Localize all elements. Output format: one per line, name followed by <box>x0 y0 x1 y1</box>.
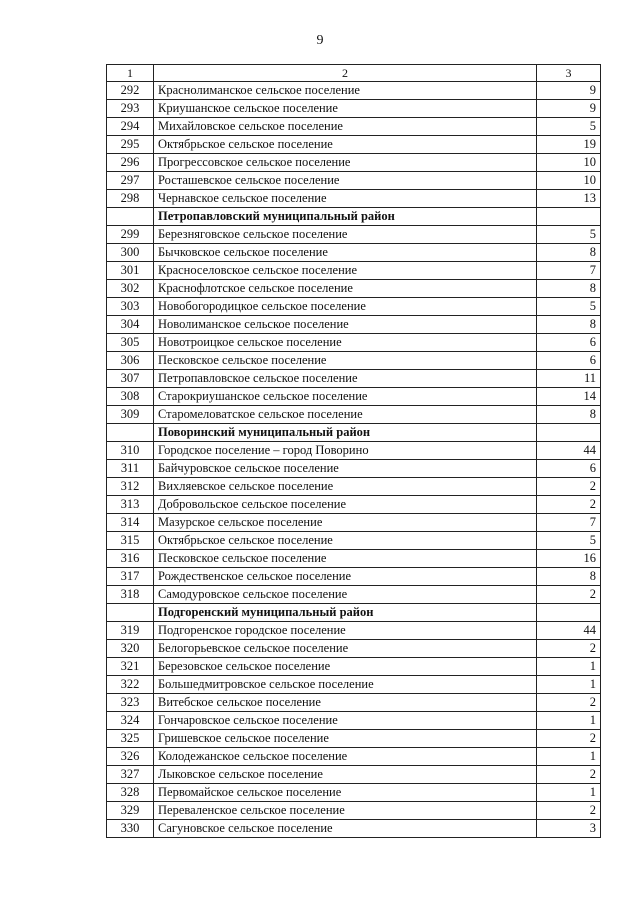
settlement-count: 2 <box>537 496 601 514</box>
row-number: 326 <box>107 748 154 766</box>
settlement-name: Мазурское сельское поселение <box>154 514 537 532</box>
settlement-count: 5 <box>537 298 601 316</box>
page-number: 9 <box>316 33 324 48</box>
row-number: 311 <box>107 460 154 478</box>
settlement-count: 1 <box>537 712 601 730</box>
table-row <box>107 370 601 388</box>
settlement-count: 5 <box>537 532 601 550</box>
column-header-2: 2 <box>154 65 537 82</box>
row-number: 317 <box>107 568 154 586</box>
settlement-count: 5 <box>537 118 601 136</box>
table-row <box>107 442 601 460</box>
row-number: 314 <box>107 514 154 532</box>
row-number: 296 <box>107 154 154 172</box>
settlement-name: Прогрессовское сельское поселение <box>154 154 537 172</box>
table-row <box>107 496 601 514</box>
table-row <box>107 388 601 406</box>
row-number: 294 <box>107 118 154 136</box>
row-number: 310 <box>107 442 154 460</box>
settlement-name: Большедмитровское сельское поселение <box>154 676 537 694</box>
row-number: 313 <box>107 496 154 514</box>
row-number: 320 <box>107 640 154 658</box>
settlement-name: Песковское сельское поселение <box>154 352 537 370</box>
row-number: 323 <box>107 694 154 712</box>
table-body <box>107 65 601 838</box>
table-row <box>107 532 601 550</box>
settlement-count: 7 <box>537 514 601 532</box>
settlement-count: 2 <box>537 586 601 604</box>
table-row <box>107 676 601 694</box>
settlement-count: 10 <box>537 172 601 190</box>
settlement-name: Криушанское сельское поселение <box>154 100 537 118</box>
row-number: 295 <box>107 136 154 154</box>
settlement-name: Витебское сельское поселение <box>154 694 537 712</box>
district-header-row <box>107 424 601 442</box>
row-number: 302 <box>107 280 154 298</box>
settlement-count: 19 <box>537 136 601 154</box>
table-row <box>107 82 601 100</box>
table-row <box>107 460 601 478</box>
row-number: 308 <box>107 388 154 406</box>
row-number: 322 <box>107 676 154 694</box>
settlement-name: Старокриушанское сельское поселение <box>154 388 537 406</box>
table-row <box>107 478 601 496</box>
row-number: 325 <box>107 730 154 748</box>
settlement-count: 2 <box>537 694 601 712</box>
table-row <box>107 550 601 568</box>
row-number: 306 <box>107 352 154 370</box>
settlement-count: 8 <box>537 316 601 334</box>
settlement-count: 8 <box>537 406 601 424</box>
settlement-count: 2 <box>537 640 601 658</box>
settlement-count: 44 <box>537 622 601 640</box>
table-row <box>107 262 601 280</box>
row-number: 305 <box>107 334 154 352</box>
settlements-table <box>106 64 601 838</box>
table-row <box>107 352 601 370</box>
table-row <box>107 406 601 424</box>
row-number: 312 <box>107 478 154 496</box>
settlement-name: Березняговское сельское поселение <box>154 226 537 244</box>
settlement-count: 1 <box>537 748 601 766</box>
table-row <box>107 766 601 784</box>
table-row <box>107 298 601 316</box>
settlement-name: Добровольское сельское поселение <box>154 496 537 514</box>
settlement-name: Новобогородицкое сельское поселение <box>154 298 537 316</box>
table-row <box>107 586 601 604</box>
table-row <box>107 316 601 334</box>
settlement-count: 7 <box>537 262 601 280</box>
district-name: Петропавловский муниципальный район <box>154 208 537 226</box>
row-number: 329 <box>107 802 154 820</box>
settlement-count: 9 <box>537 100 601 118</box>
table-row <box>107 154 601 172</box>
settlement-count: 2 <box>537 478 601 496</box>
settlement-name: Вихляевское сельское поселение <box>154 478 537 496</box>
row-number: 330 <box>107 820 154 838</box>
settlement-count: 8 <box>537 280 601 298</box>
district-name: Поворинский муниципальный район <box>154 424 537 442</box>
settlement-name: Первомайское сельское поселение <box>154 784 537 802</box>
settlement-name: Петропавловское сельское поселение <box>154 370 537 388</box>
settlement-name: Гришевское сельское поселение <box>154 730 537 748</box>
row-number: 327 <box>107 766 154 784</box>
settlement-count: 5 <box>537 226 601 244</box>
district-number-cell <box>107 208 154 226</box>
settlement-name: Лыковское сельское поселение <box>154 766 537 784</box>
settlement-name: Михайловское сельское поселение <box>154 118 537 136</box>
row-number: 316 <box>107 550 154 568</box>
settlement-name: Сагуновское сельское поселение <box>154 820 537 838</box>
table-row <box>107 658 601 676</box>
settlement-count: 1 <box>537 784 601 802</box>
settlement-count: 8 <box>537 568 601 586</box>
settlement-name: Рождественское сельское поселение <box>154 568 537 586</box>
row-number: 301 <box>107 262 154 280</box>
settlement-name: Октябрьское сельское поселение <box>154 136 537 154</box>
settlement-count: 11 <box>537 370 601 388</box>
settlement-name: Краснофлотское сельское поселение <box>154 280 537 298</box>
column-header-3: 3 <box>537 65 601 82</box>
settlement-count: 1 <box>537 658 601 676</box>
table-row <box>107 190 601 208</box>
settlement-count: 10 <box>537 154 601 172</box>
settlement-count: 2 <box>537 730 601 748</box>
settlement-name: Байчуровское сельское поселение <box>154 460 537 478</box>
settlement-name: Росташевское сельское поселение <box>154 172 537 190</box>
settlement-name: Песковское сельское поселение <box>154 550 537 568</box>
settlement-name: Березовское сельское поселение <box>154 658 537 676</box>
row-number: 315 <box>107 532 154 550</box>
district-value-cell <box>537 424 601 442</box>
row-number: 309 <box>107 406 154 424</box>
row-number: 321 <box>107 658 154 676</box>
row-number: 299 <box>107 226 154 244</box>
settlement-count: 3 <box>537 820 601 838</box>
row-number: 300 <box>107 244 154 262</box>
district-header-row <box>107 604 601 622</box>
table-row <box>107 244 601 262</box>
settlement-count: 6 <box>537 460 601 478</box>
table-row <box>107 136 601 154</box>
settlement-name: Новотроицкое сельское поселение <box>154 334 537 352</box>
settlement-name: Красноселовское сельское поселение <box>154 262 537 280</box>
table-row <box>107 514 601 532</box>
table-row <box>107 280 601 298</box>
row-number: 292 <box>107 82 154 100</box>
settlement-name: Краснолиманское сельское поселение <box>154 82 537 100</box>
settlement-count: 1 <box>537 676 601 694</box>
table-row <box>107 694 601 712</box>
row-number: 324 <box>107 712 154 730</box>
row-number: 297 <box>107 172 154 190</box>
settlement-name: Гончаровское сельское поселение <box>154 712 537 730</box>
settlement-count: 6 <box>537 334 601 352</box>
district-header-row <box>107 208 601 226</box>
district-value-cell <box>537 208 601 226</box>
settlement-count: 8 <box>537 244 601 262</box>
table-row <box>107 748 601 766</box>
settlement-name: Переваленское сельское поселение <box>154 802 537 820</box>
table-row <box>107 334 601 352</box>
row-number: 307 <box>107 370 154 388</box>
settlement-name: Белогорьевское сельское поселение <box>154 640 537 658</box>
table-row <box>107 802 601 820</box>
settlement-count: 13 <box>537 190 601 208</box>
table-row <box>107 622 601 640</box>
table-row <box>107 820 601 838</box>
table-row <box>107 172 601 190</box>
table-row <box>107 730 601 748</box>
settlement-name: Подгоренское городское поселение <box>154 622 537 640</box>
settlement-count: 2 <box>537 766 601 784</box>
settlement-count: 14 <box>537 388 601 406</box>
row-number: 303 <box>107 298 154 316</box>
settlement-name: Самодуровское сельское поселение <box>154 586 537 604</box>
table-row <box>107 100 601 118</box>
table-row <box>107 118 601 136</box>
row-number: 304 <box>107 316 154 334</box>
table-row <box>107 712 601 730</box>
row-number: 293 <box>107 100 154 118</box>
table-row <box>107 226 601 244</box>
settlement-count: 6 <box>537 352 601 370</box>
settlement-count: 9 <box>537 82 601 100</box>
table-row <box>107 568 601 586</box>
settlement-name: Чернавское сельское поселение <box>154 190 537 208</box>
table-header-row <box>107 65 601 82</box>
row-number: 328 <box>107 784 154 802</box>
settlement-count: 2 <box>537 802 601 820</box>
table-row <box>107 784 601 802</box>
row-number: 298 <box>107 190 154 208</box>
settlement-count: 44 <box>537 442 601 460</box>
district-number-cell <box>107 604 154 622</box>
row-number: 319 <box>107 622 154 640</box>
settlement-name: Октябрьское сельское поселение <box>154 532 537 550</box>
column-header-1: 1 <box>107 65 154 82</box>
district-name: Подгоренский муниципальный район <box>154 604 537 622</box>
district-number-cell <box>107 424 154 442</box>
district-value-cell <box>537 604 601 622</box>
settlement-name: Колодежанское сельское поселение <box>154 748 537 766</box>
settlement-name: Новолиманское сельское поселение <box>154 316 537 334</box>
settlement-name: Бычковское сельское поселение <box>154 244 537 262</box>
table-row <box>107 640 601 658</box>
settlement-count: 16 <box>537 550 601 568</box>
settlement-name: Старомеловатское сельское поселение <box>154 406 537 424</box>
row-number: 318 <box>107 586 154 604</box>
settlement-name: Городское поселение – город Поворино <box>154 442 537 460</box>
